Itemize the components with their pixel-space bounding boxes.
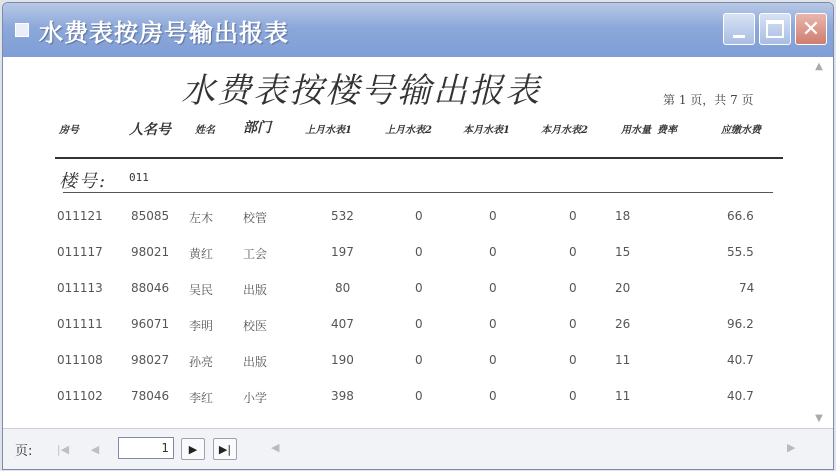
scroll-right-icon[interactable]: ▶ xyxy=(787,441,796,454)
cell-person-no: 85085 xyxy=(131,209,170,223)
report-body xyxy=(3,57,833,429)
cell-this1: 0 xyxy=(489,281,497,295)
cell-fee: 96.2 xyxy=(727,317,754,331)
table-row xyxy=(3,347,833,377)
cell-last1: 190 xyxy=(331,353,354,367)
header-last-meter1: 上月水表1 xyxy=(305,125,352,136)
cell-usage: 26 xyxy=(615,317,631,331)
cell-name: 左木 xyxy=(189,211,214,225)
last-page-icon: ▶| xyxy=(218,442,232,456)
cell-person-no: 96071 xyxy=(131,317,170,331)
close-button[interactable] xyxy=(795,13,827,45)
cell-fee: 74 xyxy=(739,281,755,295)
group-divider xyxy=(63,192,773,193)
cell-this1: 0 xyxy=(489,209,497,223)
cell-this1: 0 xyxy=(489,353,497,367)
cell-this2: 0 xyxy=(569,389,577,403)
maximize-icon xyxy=(766,20,784,38)
next-page-button[interactable] xyxy=(181,438,205,460)
column-headers xyxy=(3,121,833,143)
page-label: 页: xyxy=(15,444,33,459)
cell-last2: 0 xyxy=(415,281,423,295)
header-divider xyxy=(55,157,783,159)
cell-usage: 11 xyxy=(615,353,631,367)
maximize-button[interactable] xyxy=(759,13,791,45)
table-row xyxy=(3,239,833,269)
cell-usage: 11 xyxy=(615,389,631,403)
header-this-meter2: 本月水表2 xyxy=(541,125,588,136)
close-icon: ✕ xyxy=(801,16,821,42)
table-row xyxy=(3,383,833,413)
last-page-button[interactable] xyxy=(213,438,237,460)
header-this-meter1: 本月水表1 xyxy=(463,125,510,136)
previous-page-icon: ◀ xyxy=(90,442,100,456)
cell-last2: 0 xyxy=(415,317,423,331)
cell-dept: 校管 xyxy=(243,211,268,225)
cell-last1: 80 xyxy=(335,281,351,295)
cell-room: 011117 xyxy=(57,245,103,259)
report-window xyxy=(2,2,834,470)
scroll-down-icon[interactable]: ▼ xyxy=(815,413,823,424)
cell-room: 011108 xyxy=(57,353,103,367)
header-room: 房号 xyxy=(59,125,79,136)
cell-person-no: 88046 xyxy=(131,281,170,295)
window-menu-icon[interactable] xyxy=(15,23,29,37)
record-navigation-bar xyxy=(3,428,833,469)
title-bar[interactable] xyxy=(3,3,833,57)
header-person-no: 人名号 xyxy=(129,122,171,138)
cell-person-no: 78046 xyxy=(131,389,170,403)
cell-room: 011102 xyxy=(57,389,103,403)
cell-this2: 0 xyxy=(569,317,577,331)
cell-last1: 407 xyxy=(331,317,354,331)
cell-dept: 出版 xyxy=(243,283,268,297)
first-page-button[interactable] xyxy=(51,438,75,460)
cell-this1: 0 xyxy=(489,317,497,331)
cell-dept: 出版 xyxy=(243,355,268,369)
cell-this2: 0 xyxy=(569,245,577,259)
minimize-icon xyxy=(733,35,745,38)
cell-dept: 工会 xyxy=(243,247,268,261)
cell-person-no: 98021 xyxy=(131,245,170,259)
cell-fee: 40.7 xyxy=(727,353,754,367)
header-usage: 用水量 xyxy=(621,125,651,136)
cell-this1: 0 xyxy=(489,389,497,403)
header-dept: 部门 xyxy=(243,120,271,136)
cell-this2: 0 xyxy=(569,353,577,367)
cell-this2: 0 xyxy=(569,209,577,223)
header-fee: 应缴水费 xyxy=(721,125,761,136)
scroll-left-icon[interactable]: ◀ xyxy=(271,441,280,454)
cell-name: 孙亮 xyxy=(189,355,214,369)
cell-last2: 0 xyxy=(415,353,423,367)
first-page-icon: |◀ xyxy=(56,442,70,456)
cell-this2: 0 xyxy=(569,281,577,295)
window-title: 水费表按房号输出报表 xyxy=(39,17,289,47)
next-page-icon: ▶ xyxy=(188,442,198,456)
cell-last1: 532 xyxy=(331,209,354,223)
window-controls xyxy=(723,13,827,45)
cell-fee: 40.7 xyxy=(727,389,754,403)
cell-fee: 55.5 xyxy=(727,245,754,259)
cell-dept: 校医 xyxy=(243,319,268,333)
cell-name: 黄红 xyxy=(189,247,214,261)
cell-name: 李明 xyxy=(189,319,214,333)
scroll-up-icon[interactable]: ▲ xyxy=(815,61,823,72)
cell-last2: 0 xyxy=(415,245,423,259)
cell-name: 李红 xyxy=(189,391,214,405)
table-row xyxy=(3,203,833,233)
page-number-input[interactable]: 1 xyxy=(118,437,174,459)
cell-name: 吴民 xyxy=(189,283,214,297)
report-title: 水费表按楼号输出报表 xyxy=(181,71,541,111)
previous-page-button[interactable] xyxy=(83,438,107,460)
page-info: 第 1 页，共 7 页 xyxy=(663,93,754,107)
cell-last2: 0 xyxy=(415,389,423,403)
cell-room: 011111 xyxy=(57,317,103,331)
cell-usage: 18 xyxy=(615,209,631,223)
cell-last2: 0 xyxy=(415,209,423,223)
cell-person-no: 98027 xyxy=(131,353,170,367)
cell-usage: 15 xyxy=(615,245,631,259)
header-rate: 费率 xyxy=(657,125,677,136)
group-value: 011 xyxy=(129,171,149,184)
cell-room: 011121 xyxy=(57,209,103,223)
cell-room: 011113 xyxy=(57,281,103,295)
cell-this1: 0 xyxy=(489,245,497,259)
cell-last1: 398 xyxy=(331,389,354,403)
header-last-meter2: 上月水表2 xyxy=(385,125,432,136)
table-row xyxy=(3,275,833,305)
header-name: 姓名 xyxy=(195,125,215,136)
group-label: 楼号: xyxy=(59,171,108,192)
cell-usage: 20 xyxy=(615,281,631,295)
table-row xyxy=(3,311,833,341)
cell-fee: 66.6 xyxy=(727,209,754,223)
cell-dept: 小学 xyxy=(243,391,268,405)
cell-last1: 197 xyxy=(331,245,354,259)
minimize-button[interactable] xyxy=(723,13,755,45)
